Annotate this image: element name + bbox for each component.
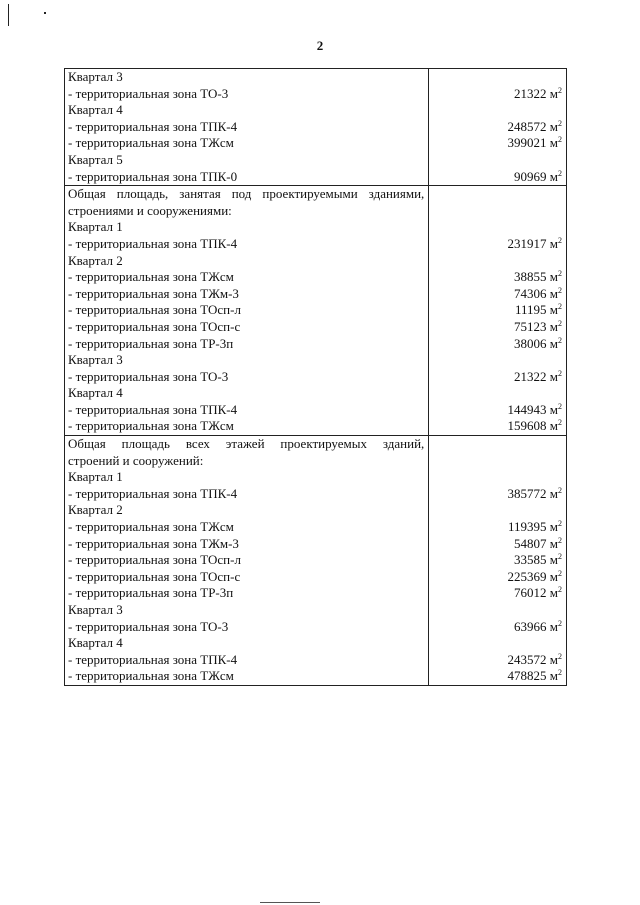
table-row — [65, 302, 567, 319]
row-label: - территориальная зона ТО-3 — [65, 86, 429, 103]
row-label: - территориальная зона ТПК-4 — [65, 236, 429, 253]
table-row — [65, 186, 567, 203]
area-value: 231917 — [507, 235, 547, 251]
scan-mark-left — [8, 4, 9, 26]
table-row — [65, 453, 567, 470]
table-row — [65, 253, 567, 270]
row-value — [429, 519, 567, 536]
table-row — [65, 519, 567, 536]
unit-label: м — [549, 302, 558, 318]
row-value — [429, 352, 567, 369]
unit-label: м — [549, 485, 558, 501]
row-value — [429, 585, 567, 602]
row-label: Общая площадь всех этажей проектируемых зданий, — [65, 436, 429, 453]
row-value — [429, 652, 567, 669]
unit-label: м — [549, 335, 558, 351]
area-value: 21322 — [514, 85, 547, 101]
area-value: 33585 — [514, 552, 547, 568]
area-value: 119395 — [507, 519, 547, 535]
table-row — [65, 402, 567, 419]
row-label: - территориальная зона ТПК-4 — [65, 652, 429, 669]
area-value: 21322 — [514, 368, 547, 384]
unit-label: м — [549, 135, 558, 151]
row-value — [429, 552, 567, 569]
table-row — [65, 552, 567, 569]
unit-power: 2 — [558, 85, 562, 95]
row-value — [429, 186, 567, 203]
unit-label: м — [549, 535, 558, 551]
unit-label: м — [549, 235, 558, 251]
area-value: 38855 — [514, 269, 547, 285]
area-value: 90969 — [514, 168, 547, 184]
row-label: - территориальная зона ТОсп-с — [65, 569, 429, 586]
row-value — [429, 635, 567, 652]
table-row — [65, 336, 567, 353]
table-row — [65, 352, 567, 369]
area-value: 76012 — [514, 585, 547, 601]
row-value — [429, 86, 567, 103]
unit-power: 2 — [558, 535, 562, 545]
area-value: 54807 — [514, 535, 547, 551]
unit-label: м — [549, 118, 558, 134]
unit-label: м — [549, 585, 558, 601]
unit-power: 2 — [558, 235, 562, 245]
row-label: Общая площадь, занятая под проектируемыми зданиями, — [65, 186, 429, 203]
area-value: 225369 — [507, 568, 547, 584]
table-row — [65, 418, 567, 435]
unit-label: м — [549, 668, 558, 684]
area-table — [64, 68, 567, 686]
row-label: Квартал 4 — [65, 102, 429, 119]
table-row — [65, 436, 567, 453]
unit-label: м — [549, 269, 558, 285]
row-label: - территориальная зона ТР-3п — [65, 585, 429, 602]
unit-power: 2 — [558, 485, 562, 495]
table-row — [65, 236, 567, 253]
area-value: 478825 — [507, 668, 547, 684]
row-label: Квартал 3 — [65, 352, 429, 369]
row-value — [429, 569, 567, 586]
page-number: 2 — [316, 38, 324, 53]
row-label: - территориальная зона ТЖсм — [65, 269, 429, 286]
row-value — [429, 436, 567, 453]
table-row — [65, 203, 567, 220]
unit-power: 2 — [558, 418, 562, 428]
row-label: - территориальная зона ТЖсм — [65, 418, 429, 435]
row-value — [429, 169, 567, 186]
unit-power: 2 — [558, 168, 562, 178]
row-value — [429, 152, 567, 169]
row-value — [429, 402, 567, 419]
row-value — [429, 602, 567, 619]
unit-power: 2 — [558, 302, 562, 312]
row-value — [429, 236, 567, 253]
table-row — [65, 135, 567, 152]
row-label: - территориальная зона ТПК-4 — [65, 402, 429, 419]
unit-power: 2 — [558, 401, 562, 411]
unit-power: 2 — [558, 618, 562, 628]
row-value — [429, 102, 567, 119]
unit-label: м — [549, 519, 558, 535]
row-label: Квартал 3 — [65, 69, 429, 86]
unit-label: м — [549, 168, 558, 184]
row-value — [429, 619, 567, 636]
area-value: 385772 — [507, 485, 547, 501]
table-row — [65, 319, 567, 336]
table-row — [65, 369, 567, 386]
row-label: Квартал 4 — [65, 385, 429, 402]
row-label: Квартал 2 — [65, 253, 429, 270]
unit-power: 2 — [558, 585, 562, 595]
unit-power: 2 — [558, 668, 562, 678]
row-label: Квартал 3 — [65, 602, 429, 619]
unit-power: 2 — [558, 568, 562, 578]
row-value — [429, 319, 567, 336]
row-label: - территориальная зона ТОсп-л — [65, 552, 429, 569]
unit-power: 2 — [558, 285, 562, 295]
area-value: 11195 — [514, 302, 547, 318]
table-row — [65, 619, 567, 636]
unit-power: 2 — [558, 318, 562, 328]
unit-power: 2 — [558, 269, 562, 279]
table-row — [65, 102, 567, 119]
table-row — [65, 69, 567, 86]
row-value — [429, 502, 567, 519]
row-value — [429, 119, 567, 136]
table-row — [65, 219, 567, 236]
row-label: Квартал 2 — [65, 502, 429, 519]
scan-mark-dot — [44, 12, 46, 14]
row-label: - территориальная зона ТЖсм — [65, 135, 429, 152]
row-value — [429, 135, 567, 152]
area-value: 63966 — [514, 618, 547, 634]
unit-label: м — [549, 651, 558, 667]
table-row — [65, 536, 567, 553]
row-label: - территориальная зона ТР-3п — [65, 336, 429, 353]
row-label: - территориальная зона ТПК-0 — [65, 169, 429, 186]
unit-label: м — [549, 285, 558, 301]
table-row — [65, 668, 567, 685]
table-row — [65, 585, 567, 602]
unit-power: 2 — [558, 519, 562, 529]
unit-power: 2 — [558, 651, 562, 661]
row-value — [429, 336, 567, 353]
row-label: - территориальная зона ТОсп-л — [65, 302, 429, 319]
area-value: 159608 — [507, 418, 547, 434]
row-label: Квартал 1 — [65, 219, 429, 236]
area-value: 75123 — [514, 318, 547, 334]
table-row — [65, 269, 567, 286]
unit-label: м — [549, 368, 558, 384]
table-row — [65, 119, 567, 136]
row-value — [429, 369, 567, 386]
row-label: Квартал 4 — [65, 635, 429, 652]
row-value — [429, 286, 567, 303]
unit-power: 2 — [558, 118, 562, 128]
table-row — [65, 152, 567, 169]
table-row — [65, 502, 567, 519]
table-row — [65, 469, 567, 486]
row-label: строениями и сооружениями: — [65, 203, 429, 220]
bottom-scan-line — [260, 902, 320, 903]
unit-power: 2 — [558, 368, 562, 378]
row-label: - территориальная зона ТЖм-3 — [65, 536, 429, 553]
row-label: Квартал 1 — [65, 469, 429, 486]
unit-power: 2 — [558, 135, 562, 145]
area-value: 399021 — [507, 135, 547, 151]
row-label: - территориальная зона ТЖсм — [65, 668, 429, 685]
unit-label: м — [549, 552, 558, 568]
unit-power: 2 — [558, 552, 562, 562]
unit-power: 2 — [558, 335, 562, 345]
area-value: 248572 — [507, 118, 547, 134]
row-label: - территориальная зона ТЖм-3 — [65, 286, 429, 303]
unit-label: м — [549, 318, 558, 334]
row-value — [429, 219, 567, 236]
row-value — [429, 418, 567, 435]
row-label: строений и сооружений: — [65, 453, 429, 470]
area-value: 243572 — [507, 651, 547, 667]
table-row — [65, 169, 567, 186]
row-value — [429, 469, 567, 486]
table-row — [65, 86, 567, 103]
table-row — [65, 602, 567, 619]
row-label: - территориальная зона ТО-3 — [65, 369, 429, 386]
table-row — [65, 635, 567, 652]
area-value: 74306 — [514, 285, 547, 301]
row-value — [429, 385, 567, 402]
row-value — [429, 269, 567, 286]
row-label: - территориальная зона ТПК-4 — [65, 486, 429, 503]
table-row — [65, 486, 567, 503]
area-value: 144943 — [507, 401, 547, 417]
table-row — [65, 385, 567, 402]
row-label: - территориальная зона ТО-3 — [65, 619, 429, 636]
table-row — [65, 652, 567, 669]
table-row — [65, 569, 567, 586]
area-value: 38006 — [514, 335, 547, 351]
row-value — [429, 536, 567, 553]
row-value — [429, 302, 567, 319]
area-table-body — [65, 69, 567, 686]
row-value — [429, 486, 567, 503]
row-value — [429, 69, 567, 86]
row-label: - территориальная зона ТОсп-с — [65, 319, 429, 336]
unit-label: м — [549, 85, 558, 101]
row-label: Квартал 5 — [65, 152, 429, 169]
table-row — [65, 286, 567, 303]
unit-label: м — [549, 568, 558, 584]
row-label: - территориальная зона ТЖсм — [65, 519, 429, 536]
row-value — [429, 203, 567, 220]
row-value — [429, 453, 567, 470]
unit-label: м — [549, 401, 558, 417]
row-value — [429, 253, 567, 270]
row-label: - территориальная зона ТПК-4 — [65, 119, 429, 136]
unit-label: м — [549, 618, 558, 634]
unit-label: м — [549, 418, 558, 434]
row-value — [429, 668, 567, 685]
